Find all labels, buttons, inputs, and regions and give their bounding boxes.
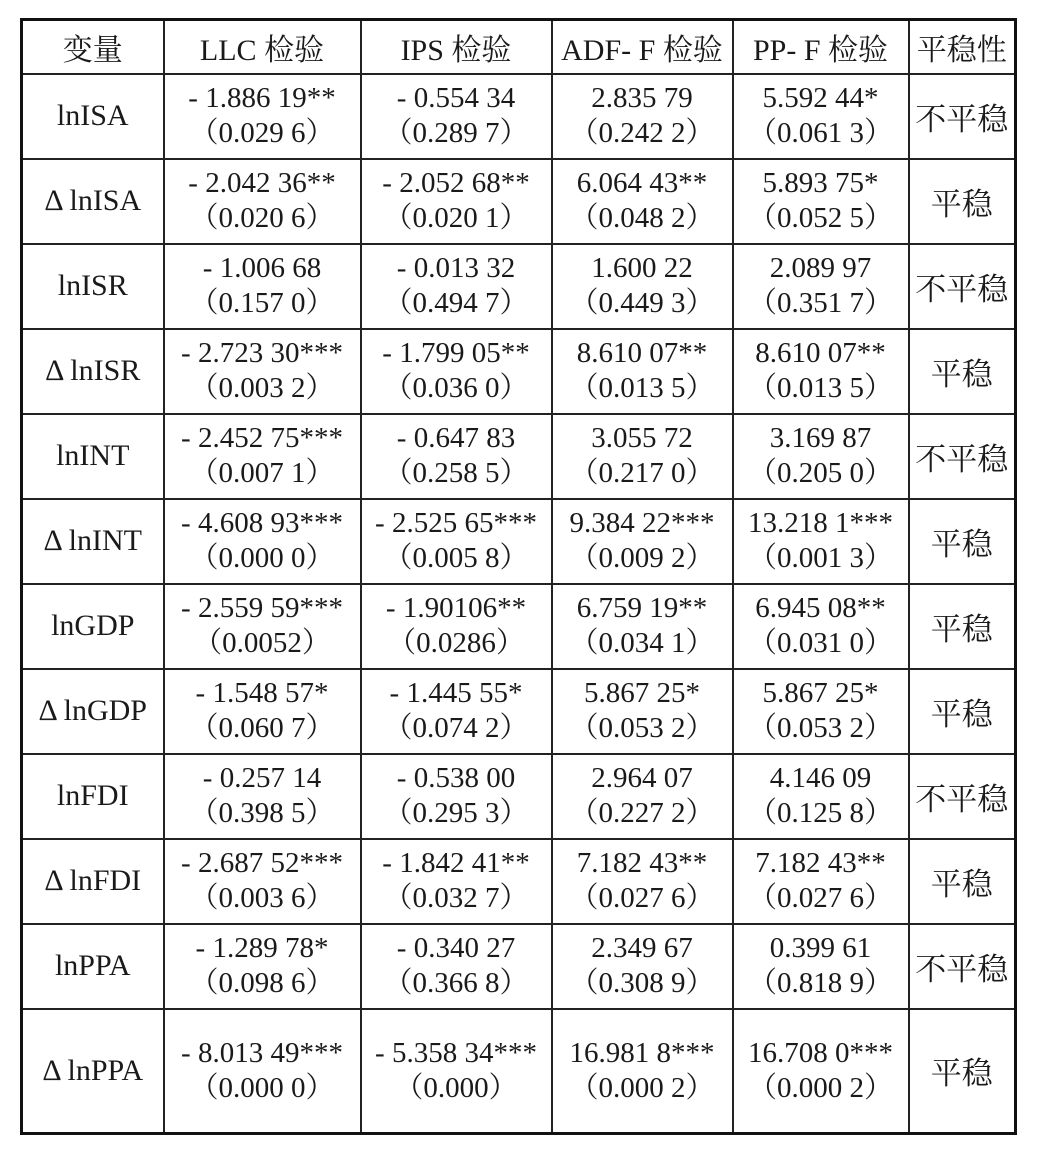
ips-statistic: - 0.554 34 <box>396 82 516 114</box>
adf-p-value: （0.034 1） <box>569 627 715 659</box>
llc-p-value: （0.000 0） <box>189 542 335 574</box>
ips-p-value: （0.366 8） <box>383 967 529 999</box>
adf-statistic: 7.182 43** <box>576 847 708 879</box>
adf-p-value: （0.227 2） <box>569 797 715 829</box>
variable-cell: lnGDP <box>22 584 164 669</box>
pp-statistic: 5.592 44* <box>762 82 879 114</box>
llc-p-value: （0.060 7） <box>189 712 335 744</box>
pp-cell <box>733 839 909 924</box>
llc-p-value: （0.098 6） <box>189 967 335 999</box>
ips-statistic: - 0.647 83 <box>396 422 516 454</box>
pp-p-value: （0.061 3） <box>747 117 893 149</box>
adf-cell <box>552 754 733 839</box>
adf-statistic: 2.964 07 <box>591 762 693 794</box>
pp-p-value: （0.818 9） <box>747 967 893 999</box>
adf-statistic: 9.384 22*** <box>569 507 715 539</box>
stationarity-cell: 平稳 <box>909 159 1016 244</box>
adf-statistic: 8.610 07** <box>576 337 708 369</box>
ips-p-value: （0.0286） <box>387 627 525 659</box>
table-row <box>22 584 1016 669</box>
llc-statistic: - 2.042 36** <box>188 167 336 199</box>
pp-cell <box>733 924 909 1009</box>
llc-p-value: （0.007 1） <box>189 457 335 489</box>
ips-cell <box>361 754 552 839</box>
ips-p-value: （0.289 7） <box>383 117 529 149</box>
llc-statistic: - 8.013 49*** <box>181 1036 343 1069</box>
llc-cell <box>164 924 361 1009</box>
llc-statistic: - 1.289 78* <box>195 932 329 964</box>
adf-statistic: 6.759 19** <box>576 592 708 624</box>
pp-p-value: （0.351 7） <box>747 287 893 319</box>
variable-cell: Δ lnFDI <box>22 839 164 924</box>
llc-p-value: （0.020 6） <box>189 202 335 234</box>
pp-p-value: （0.053 2） <box>747 712 893 744</box>
pp-statistic: 0.399 61 <box>769 932 872 964</box>
table-row <box>22 839 1016 924</box>
ips-statistic: - 2.525 65*** <box>375 507 537 539</box>
adf-statistic: 5.867 25* <box>584 677 700 709</box>
table-row <box>22 159 1016 244</box>
pp-statistic: 13.218 1*** <box>748 507 893 539</box>
table-row <box>22 329 1016 414</box>
pp-cell <box>733 329 909 414</box>
pp-statistic: 7.182 43** <box>755 847 886 879</box>
ips-p-value: （0.032 7） <box>383 882 529 914</box>
pp-cell <box>733 414 909 499</box>
table-row <box>22 754 1016 839</box>
llc-statistic: - 2.723 30*** <box>181 337 343 369</box>
adf-cell <box>552 839 733 924</box>
llc-statistic: - 1.548 57* <box>195 677 329 709</box>
ips-statistic: - 1.842 41** <box>382 847 530 879</box>
pp-statistic: 5.893 75* <box>762 167 879 199</box>
variable-cell: Δ lnPPA <box>22 1009 164 1134</box>
ips-statistic: - 0.340 27 <box>396 932 516 964</box>
table-row <box>22 499 1016 584</box>
llc-statistic: - 4.608 93*** <box>181 507 343 539</box>
adf-p-value: （0.217 0） <box>569 457 715 489</box>
adf-statistic: 16.981 8*** <box>569 1036 715 1069</box>
llc-statistic: - 2.452 75*** <box>181 422 343 454</box>
adf-statistic: 2.835 79 <box>591 82 693 114</box>
stationarity-cell: 不平稳 <box>909 924 1016 1009</box>
pp-p-value: （0.052 5） <box>747 202 893 234</box>
adf-p-value: （0.013 5） <box>569 372 715 404</box>
ips-statistic: - 1.90106** <box>385 592 527 624</box>
adf-p-value: （0.009 2） <box>569 542 715 574</box>
adf-cell <box>552 329 733 414</box>
stationarity-cell: 平稳 <box>909 669 1016 754</box>
header-row <box>22 20 1016 74</box>
header-llc: LLC 检验 <box>164 20 361 74</box>
llc-cell <box>164 159 361 244</box>
llc-p-value: （0.157 0） <box>189 287 335 319</box>
pp-statistic: 6.945 08** <box>755 592 886 624</box>
pp-statistic: 8.610 07** <box>755 337 886 369</box>
variable-cell: Δ lnINT <box>22 499 164 584</box>
ips-cell <box>361 1009 552 1134</box>
table-header <box>22 20 1016 74</box>
ips-statistic: - 1.799 05** <box>382 337 530 369</box>
llc-p-value: （0.003 2） <box>189 372 335 404</box>
llc-cell <box>164 499 361 584</box>
adf-p-value: （0.027 6） <box>569 882 715 914</box>
llc-statistic: - 2.559 59*** <box>181 592 343 624</box>
ips-p-value: （0.494 7） <box>383 287 529 319</box>
pp-p-value: （0.000 2） <box>747 1071 893 1104</box>
adf-statistic: 2.349 67 <box>591 932 693 964</box>
llc-p-value: （0.398 5） <box>189 797 335 829</box>
ips-cell <box>361 924 552 1009</box>
ips-p-value: （0.258 5） <box>383 457 529 489</box>
adf-p-value: （0.449 3） <box>569 287 715 319</box>
stationarity-cell: 平稳 <box>909 839 1016 924</box>
adf-p-value: （0.000 2） <box>569 1071 715 1104</box>
stationarity-cell: 不平稳 <box>909 244 1016 329</box>
ips-statistic: - 0.538 00 <box>396 762 516 794</box>
llc-cell <box>164 414 361 499</box>
ips-cell <box>361 669 552 754</box>
llc-cell <box>164 754 361 839</box>
adf-cell <box>552 669 733 754</box>
pp-cell <box>733 584 909 669</box>
ips-cell <box>361 244 552 329</box>
adf-p-value: （0.053 2） <box>569 712 715 744</box>
table-row <box>22 924 1016 1009</box>
variable-cell: lnPPA <box>22 924 164 1009</box>
table-row <box>22 1009 1016 1134</box>
ips-cell <box>361 74 552 159</box>
variable-cell: lnISA <box>22 74 164 159</box>
pp-cell <box>733 74 909 159</box>
adf-cell <box>552 244 733 329</box>
table-body <box>22 74 1016 1134</box>
ips-cell <box>361 329 552 414</box>
pp-cell <box>733 669 909 754</box>
stationarity-cell: 不平稳 <box>909 754 1016 839</box>
llc-p-value: （0.000 0） <box>189 1071 335 1104</box>
adf-cell <box>552 584 733 669</box>
llc-statistic: - 0.257 14 <box>202 762 322 794</box>
adf-cell <box>552 414 733 499</box>
pp-statistic: 2.089 97 <box>769 252 872 284</box>
llc-cell <box>164 584 361 669</box>
llc-cell <box>164 329 361 414</box>
adf-cell <box>552 499 733 584</box>
adf-cell <box>552 74 733 159</box>
table-row <box>22 74 1016 159</box>
ips-p-value: （0.036 0） <box>383 372 529 404</box>
ips-statistic: - 0.013 32 <box>396 252 516 284</box>
adf-cell <box>552 1009 733 1134</box>
pp-cell <box>733 499 909 584</box>
header-stationarity: 平稳性 <box>909 20 1016 74</box>
adf-statistic: 1.600 22 <box>591 252 693 284</box>
llc-cell <box>164 244 361 329</box>
ips-p-value: （0.074 2） <box>383 712 529 744</box>
pp-statistic: 5.867 25* <box>762 677 879 709</box>
table-row <box>22 244 1016 329</box>
adf-p-value: （0.242 2） <box>569 117 715 149</box>
llc-p-value: （0.0052） <box>193 627 331 659</box>
variable-cell: lnFDI <box>22 754 164 839</box>
ips-statistic: - 1.445 55* <box>389 677 523 709</box>
variable-cell: Δ lnISR <box>22 329 164 414</box>
ips-cell <box>361 584 552 669</box>
header-pp: PP- F 检验 <box>733 20 909 74</box>
pp-p-value: （0.205 0） <box>747 457 893 489</box>
ips-cell <box>361 839 552 924</box>
llc-statistic: - 1.886 19** <box>188 82 336 114</box>
pp-p-value: （0.027 6） <box>747 882 893 914</box>
ips-statistic: - 2.052 68** <box>382 167 530 199</box>
stationarity-cell: 平稳 <box>909 584 1016 669</box>
llc-cell <box>164 839 361 924</box>
llc-p-value: （0.003 6） <box>189 882 335 914</box>
adf-statistic: 6.064 43** <box>576 167 708 199</box>
adf-p-value: （0.308 9） <box>569 967 715 999</box>
llc-statistic: - 1.006 68 <box>202 252 322 284</box>
variable-cell: Δ lnISA <box>22 159 164 244</box>
pp-p-value: （0.001 3） <box>747 542 893 574</box>
stationarity-cell: 不平稳 <box>909 414 1016 499</box>
adf-cell <box>552 159 733 244</box>
adf-cell <box>552 924 733 1009</box>
variable-cell: lnINT <box>22 414 164 499</box>
table-row <box>22 414 1016 499</box>
pp-statistic: 4.146 09 <box>769 762 872 794</box>
variable-cell: lnISR <box>22 244 164 329</box>
ips-p-value: （0.000） <box>394 1071 518 1104</box>
llc-cell <box>164 1009 361 1134</box>
pp-p-value: （0.125 8） <box>747 797 893 829</box>
llc-statistic: - 2.687 52*** <box>181 847 343 879</box>
stationarity-cell: 平稳 <box>909 499 1016 584</box>
adf-statistic: 3.055 72 <box>591 422 693 454</box>
ips-statistic: - 5.358 34*** <box>375 1036 537 1069</box>
pp-cell <box>733 754 909 839</box>
llc-p-value: （0.029 6） <box>189 117 335 149</box>
ips-cell <box>361 159 552 244</box>
adf-p-value: （0.048 2） <box>569 202 715 234</box>
variable-cell: Δ lnGDP <box>22 669 164 754</box>
header-ips: IPS 检验 <box>361 20 552 74</box>
header-variable: 变量 <box>22 20 164 74</box>
llc-cell <box>164 74 361 159</box>
table-row <box>22 669 1016 754</box>
ips-p-value: （0.020 1） <box>383 202 529 234</box>
pp-cell <box>733 159 909 244</box>
unit-root-test-table <box>20 18 1017 1135</box>
ips-cell <box>361 499 552 584</box>
ips-p-value: （0.005 8） <box>383 542 529 574</box>
pp-cell <box>733 1009 909 1134</box>
pp-statistic: 3.169 87 <box>769 422 872 454</box>
unit-root-table-container <box>20 18 1014 1134</box>
ips-p-value: （0.295 3） <box>383 797 529 829</box>
pp-p-value: （0.031 0） <box>747 627 893 659</box>
stationarity-cell: 平稳 <box>909 329 1016 414</box>
stationarity-cell: 平稳 <box>909 1009 1016 1134</box>
stationarity-cell: 不平稳 <box>909 74 1016 159</box>
llc-cell <box>164 669 361 754</box>
pp-statistic: 16.708 0*** <box>748 1036 893 1069</box>
header-adf: ADF- F 检验 <box>552 20 733 74</box>
pp-cell <box>733 244 909 329</box>
pp-p-value: （0.013 5） <box>747 372 893 404</box>
ips-cell <box>361 414 552 499</box>
